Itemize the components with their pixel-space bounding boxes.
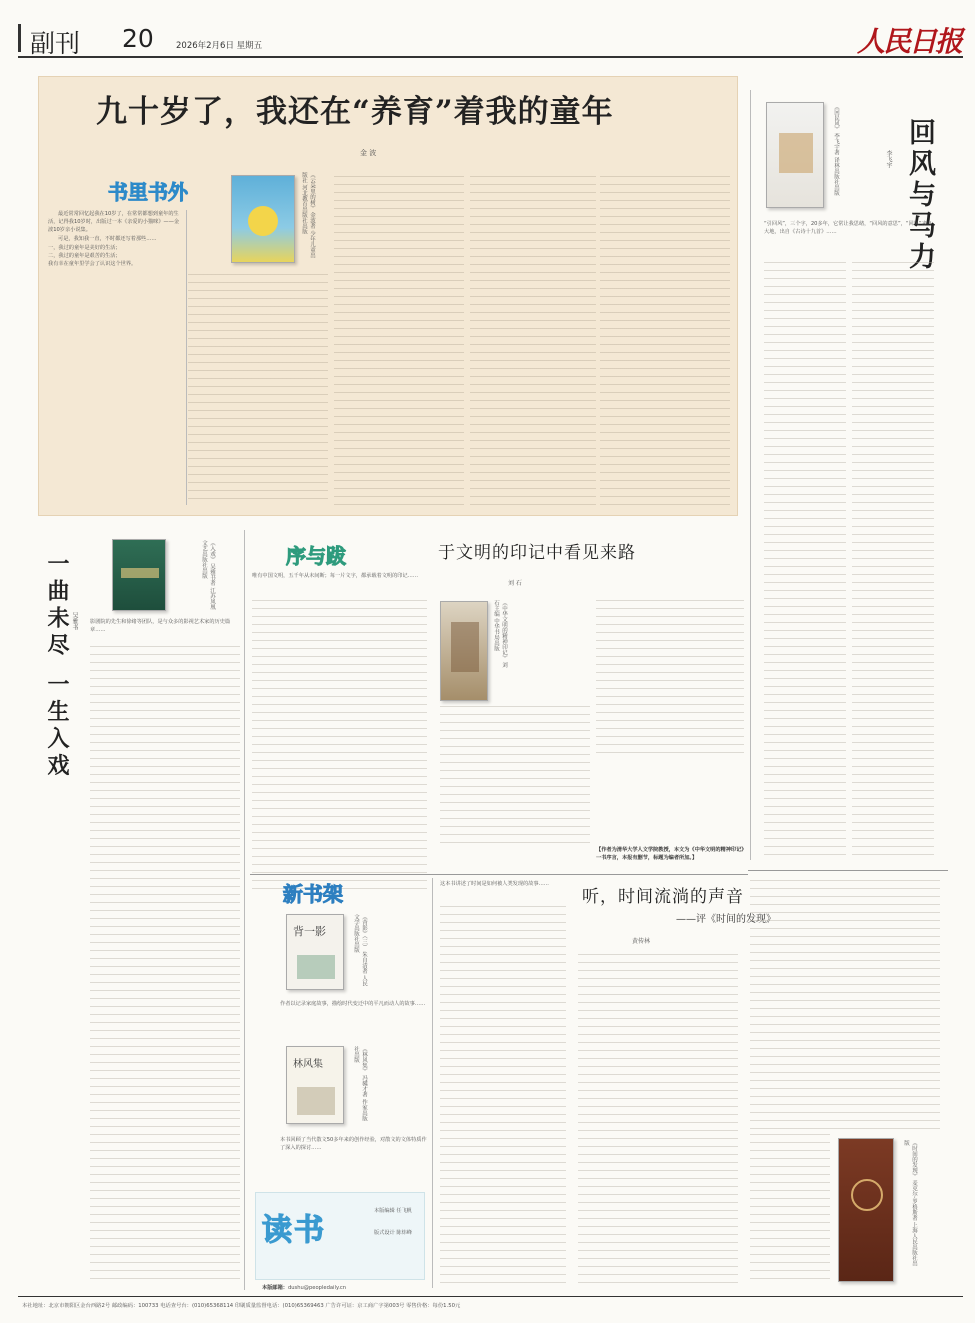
bottom-article-opening: 这本书讲述了时间是如何被人类发现的故事…… (440, 881, 549, 887)
book-caption: 《云朵里的树》 金波著 少年儿童出版社 河北教育出版社出版 (301, 172, 315, 258)
top-article-column-1 (48, 210, 182, 510)
divider (186, 210, 187, 505)
newspaper-logo: 人民日报 (856, 25, 961, 58)
reading-box (255, 1192, 425, 1280)
column-label-new-books: 新书架 (283, 882, 343, 906)
bottom-article-text (578, 954, 738, 1286)
book-description: 作者以记录家庭故事，描绘时代变迁中的平凡而动人的故事…… (280, 1001, 426, 1007)
divider (250, 874, 748, 875)
masthead (18, 18, 963, 58)
right-article-title: 回风与马力 (904, 118, 935, 273)
book-cover-image (838, 1138, 894, 1282)
book-caption: 《林风集》 冯骥才著 作家出版社出版 (353, 1046, 367, 1121)
bottom-article-subtitle: ——评《时间的发现》 (676, 914, 776, 925)
section-label: 副刊 (30, 29, 81, 58)
right-article-author: 李飞宇 (885, 150, 892, 168)
book-cover-image (766, 102, 824, 208)
top-article-column-5 (600, 176, 730, 506)
paragraph: 一，我过的童年是美好的生活； (48, 245, 121, 251)
middle-article-title: 于文明的印记中看见来路 (438, 543, 636, 563)
middle-article-author: 刘 石 (508, 580, 522, 587)
book-caption: 《中华文明的精神印记》 刘石主编 中华书局出版 (493, 600, 507, 668)
book-caption: 《时间的发现》 麦克尔·罗格斯著 上海人民出版社出版 (903, 1140, 917, 1267)
bottom-article-text (440, 906, 566, 1286)
footer-rule (18, 1296, 963, 1297)
middle-article-opening: 唯有中国文明，五千年从未间断；每一片文字，都承载着文明的印记…… (252, 573, 419, 579)
bottom-article-text (750, 880, 940, 1130)
book-description: 本书回顾了当代散文50多年来的创作经验，对散文的文体特质作了深入的探讨…… (280, 1137, 427, 1151)
book-caption: 《回民风》 李飞宇著 译林出版社出版 (833, 104, 839, 196)
footer-info: 本社地址：北京市朝阳区金台西路2号 邮政编码：100733 电话查号台：(010)65368114 印刷质量监督电话：(010)65369463 广告许可证：京工商广字第003号 零售价格：每份1.50元 (22, 1303, 461, 1309)
book-cover-title: 林风集 (293, 1059, 323, 1070)
divider (432, 878, 433, 1288)
masthead-tick (18, 24, 21, 52)
editor-credit: 本版编辑 任飞帆 (374, 1208, 412, 1214)
column-label-preface: 序与跋 (286, 544, 346, 568)
middle-article-text (252, 600, 427, 890)
reading-box-label: 读书 (262, 1213, 326, 1248)
book-cover-title: 背一影 (293, 925, 326, 938)
bottom-article-author: 黄传林 (632, 938, 651, 945)
top-article-title: 九十岁了，我还在“养育”着我的童年 (96, 94, 614, 130)
left-article-opening: 影剧院的先生和徐绪等团队，是与众多的影视艺术家的历史篇章…… (90, 619, 231, 633)
bottom-article-title: 听，时间流淌的声音 (582, 887, 744, 907)
column-label-books: 书里书外 (108, 180, 188, 204)
email-line (262, 1284, 432, 1292)
designer-credit: 版式设计 陈炜峰 (374, 1230, 412, 1236)
page-number: 20 (122, 24, 154, 53)
paragraph: 我有幸在童年里学会了认识这个世界。 (48, 261, 137, 267)
right-article-text (764, 262, 846, 862)
paragraph: 二，我过的童年是艰苦的生活； (48, 253, 121, 259)
left-article-author: 吴雅书 (71, 612, 78, 630)
email-address[interactable]: dushu@peopledaily.cn (287, 1285, 347, 1291)
book-caption: 《入戏》 吴雅书著 江苏凤凰文艺出版社出版 (201, 540, 215, 610)
book-caption: 《背影》（三） 朱自清著 人民文学出版社出版 (353, 914, 367, 987)
top-article-column-2 (188, 274, 328, 506)
issue-date: 2026年2月6日 星期五 (176, 41, 263, 51)
left-article-title: 一曲未尽 一生入戏 (44, 552, 70, 781)
middle-article-text (596, 600, 744, 760)
middle-article-text (440, 706, 590, 846)
left-article-text (90, 646, 240, 1286)
middle-article-note: 【作者为清华大学人文学院教授，本文为《中华文明的精神印记》一书序言，本报有删节，标题为编者所加。】 (596, 847, 744, 861)
divider (750, 90, 751, 860)
email-label: 本版邮箱： (262, 1285, 288, 1291)
divider (244, 530, 245, 1290)
paragraph: 可是，我知我一直，不时都还写着那些…… (58, 236, 157, 242)
right-article-text (852, 262, 934, 862)
book-cover-image (231, 175, 295, 263)
bottom-article-text (750, 1134, 830, 1286)
right-article-opening: “引回风”，三个字，20多年，它常让我思绪，“回风的意思”，“回风”来自大地，出自《古诗十九首》…… (764, 221, 932, 235)
book-cover-image (286, 1046, 344, 1124)
top-article-column-3 (334, 176, 464, 506)
book-cover-image (286, 914, 344, 990)
divider (748, 870, 948, 871)
book-cover-image (112, 539, 166, 611)
paragraph: 最近常常回忆起我在10岁了，在常常都想到童年的生活，记得我10岁时，出版过一本《亲爱的小猫咪》——金波10岁亲小说集。 (48, 211, 180, 233)
book-cover-image (440, 601, 488, 701)
top-article-author: 金 波 (360, 149, 377, 157)
top-article-column-4 (470, 176, 596, 506)
